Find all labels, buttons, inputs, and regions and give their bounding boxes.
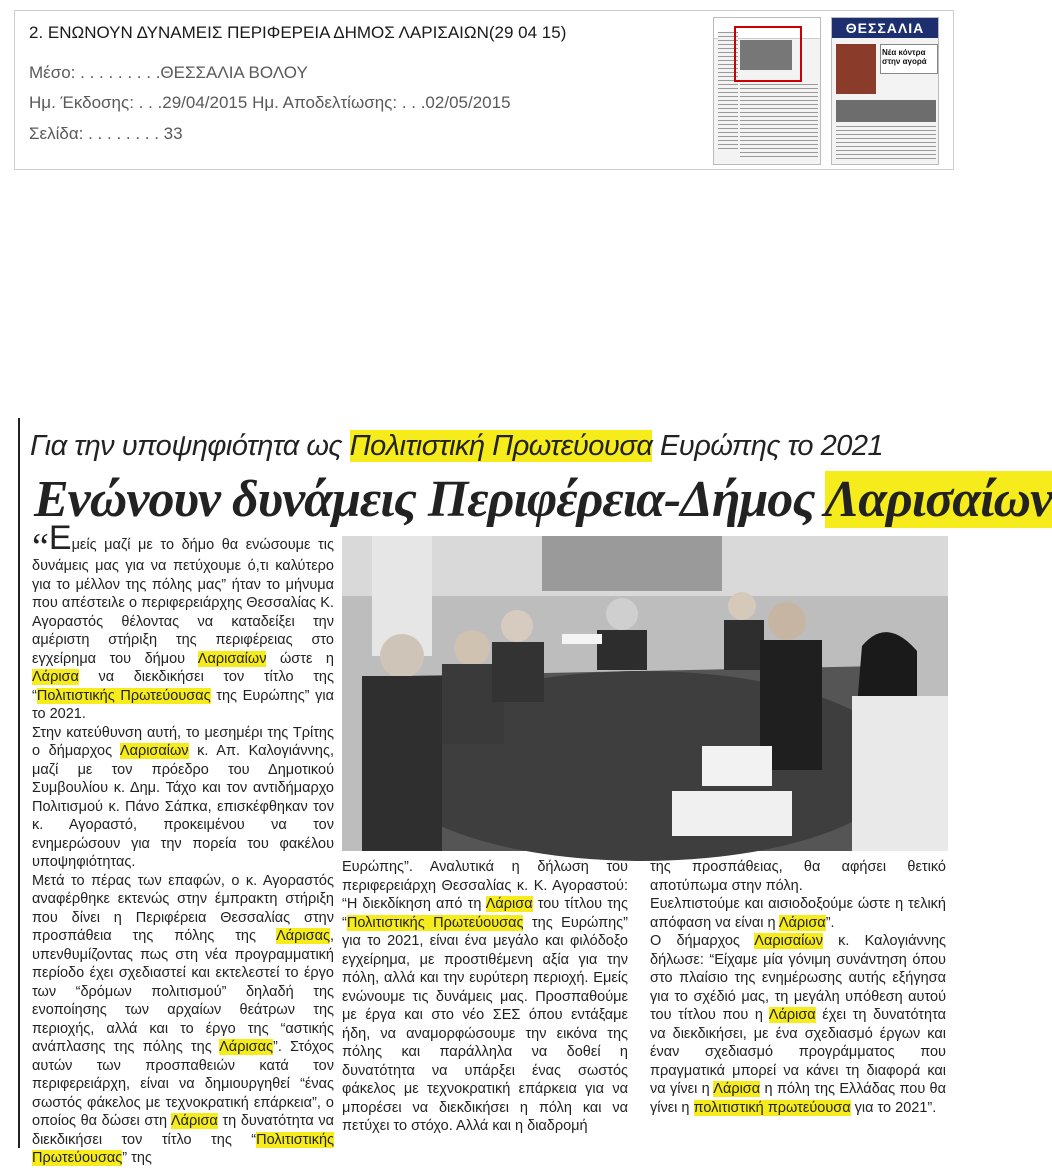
- thumbnail-page-33[interactable]: [713, 17, 821, 165]
- meeting-photo-illustration: [342, 536, 948, 851]
- kicker: Για την υποψηφιότητα ως Πολιτιστική Πρωτεύουσα Ευρώπης το 2021: [30, 430, 884, 462]
- thumb-masthead: ΘΕΣΣΑΛΙΑ: [832, 18, 938, 38]
- medium-line: Μέσο: . . . . . . . . .ΘΕΣΣΑΛΙΑ ΒΟΛΟΥ: [29, 63, 308, 82]
- paragraph-5: της προσπάθειας, θα αφήσει θετικό αποτύπωμα στην πόλη.: [650, 859, 946, 894]
- meeting-photo: [342, 536, 948, 851]
- article-column-1: [32, 519, 334, 1168]
- thumb-headline: Νέα κόντρα στην αγορά: [882, 48, 927, 66]
- paragraph-3: Μετά το πέρας των επαφών, ο κ. Αγοραστός αναφέρθηκε εκτενώς στην έμπρακτη στήριξη που δίνει η Περιφέρεια Θεσσαλίας στην προσπάθεια της πόλης της Λάρισας, υπενθυμίζοντας πως στη νέα προγραμματική περίοδο έχει σχεδιαστεί και εκτελεστεί το έργο των “δρόμων πολιτισμού” δηλαδή της ενοποίησης των αρχαίων θεάτρων της περιοχής, αλλά και το έργο της “αστικής ανάπλασης της πόλης της Λάρισας”. Στόχος αυτών των προσπαθειών κατά τον περιφερειάρχη, είναι να δημιουργηθεί “ένας σωστός φάκελος με τεχνοκρατική επάρκεια”, ο οποίος θα δώσει στη Λάρισα τη δυνατότητα να διεκδικήσει τον τίτλο της “Πολιτιστικής Πρωτεύουσας” της: [32, 872, 334, 1166]
- article-clipping: [18, 418, 1052, 1166]
- headline: Ενώνουν δυνάμεις Περιφέρεια-Δήμος Λαρισαίων: [34, 471, 1052, 528]
- clipping-info-box: [14, 10, 954, 170]
- clipping-title: 2. ΕΝΩΝΟΥΝ ΔΥΝΑΜΕΙΣ ΠΕΡΙΦΕΡΕΙΑ ΔΗΜΟΣ ΛΑΡΙΣΑΙΩΝ(29 04 15): [29, 23, 567, 42]
- paragraph-2: Στην κατεύθυνση αυτή, το μεσημέρι της Τρίτης ο δήμαρχος Λαρισαίων κ. Απ. Καλογιάννης, μαζί με τον πρόεδρο του Δημοτικού Συμβουλίου κ. Δημ. Τάχο και τον αντιδήμαρχο Πολιτισμού κ. Πάνο Σάπκα, επισκέφθηκαν τον κ. Αγοραστό, προκειμένου να τον ενημερώσουν για την πορεία του φακέλου υποψηφιότητας.: [32, 724, 334, 870]
- paragraph-1: “Εμείς μαζί με το δήμο θα ενώσουμε τις δυνάμεις μας για να πετύχουμε ό,τι καλύτερο για το μέλλον της πόλης μας” ήταν το μήνυμα που απέστειλε ο περιφερειάρχης Θεσσαλίας Κ. Αγοραστός θέλοντας να καταδείξει την αμέριστη στήριξη της περιφέρειας στο εγχείρημα του δήμου Λαρισαίων ώστε η Λάρισα να διεκδικήσει τον τίτλο της “Πολιτιστικής Πρωτεύουσας της Ευρώπης” για το 2021.: [32, 519, 334, 722]
- page-thumbnails: [713, 17, 939, 165]
- page-line: Σελίδα: . . . . . . . . 33: [29, 124, 183, 143]
- left-rule: [18, 418, 20, 1148]
- paragraph-7: Ο δήμαρχος Λαρισαίων κ. Καλογιάννης δήλωσε: “Είχαμε μία γόνιμη συνάντηση όπου στο πλαίσιο της ενημέρωσης αυτής εξήγησα για το σχέδιό μας, τη μεγάλη υπόθεση αυτού του τίτλου που η Λάρισα έχει τη δυνατότητα να διεκδικήσει, με ένα σχεδιασμό έργων και έναν σχεδιασμό προγράμματος που πραγματικά μπορεί να κάνει τη διαφορά και να γίνει η Λάρισα η πόλη της Ελλάδας που θα γίνει η πολιτιστική πρωτεύουσα για το 2021”.: [650, 933, 947, 1116]
- thumbnail-front-page[interactable]: [831, 17, 939, 165]
- article-column-3: [650, 858, 946, 1117]
- paragraph-4: Ευρώπης”. Αναλυτικά η δήλωση του περιφερειάρχη Θεσσαλίας κ. Κ. Αγοραστού: “Η διεκδίκηση από τη Λάρισα του τίτλου της “Πολιτιστικής Πρωτεύουσας της Ευρώπης” για το 2021, είναι ένα μεγάλο και φιλόδοξο εγχείρημα, με προστιθέμενη αξία για την πόλη, αλλά και την ευρύτερη περιοχή. Εμείς ενώνουμε τις δυνάμεις μας. Προσπαθούμε με έργα και στο νέο ΣΕΣ όπου εντάξαμε ήδη, να αναμορφώσουμε την εικόνα της πόλης και παράλληλα να δοθεί η δυνατότητα να υπάρξει ένας σωστός φάκελος με τεχνοκρατική επάρκεια για να μπορέσει να διεκδικήσει η πόλη και να πετύχει το στόχο. Αλλά και η διαδρομή: [342, 859, 628, 1134]
- article-column-2: [342, 858, 628, 1136]
- dates-line: Ημ. Έκδοσης: . . .29/04/2015 Ημ. Αποδελτίωσης: . . .02/05/2015: [29, 93, 511, 112]
- paragraph-6: Ευελπιστούμε και αισιοδοξούμε ώστε η τελική απόφαση να είναι η Λάρισα”.: [650, 896, 946, 931]
